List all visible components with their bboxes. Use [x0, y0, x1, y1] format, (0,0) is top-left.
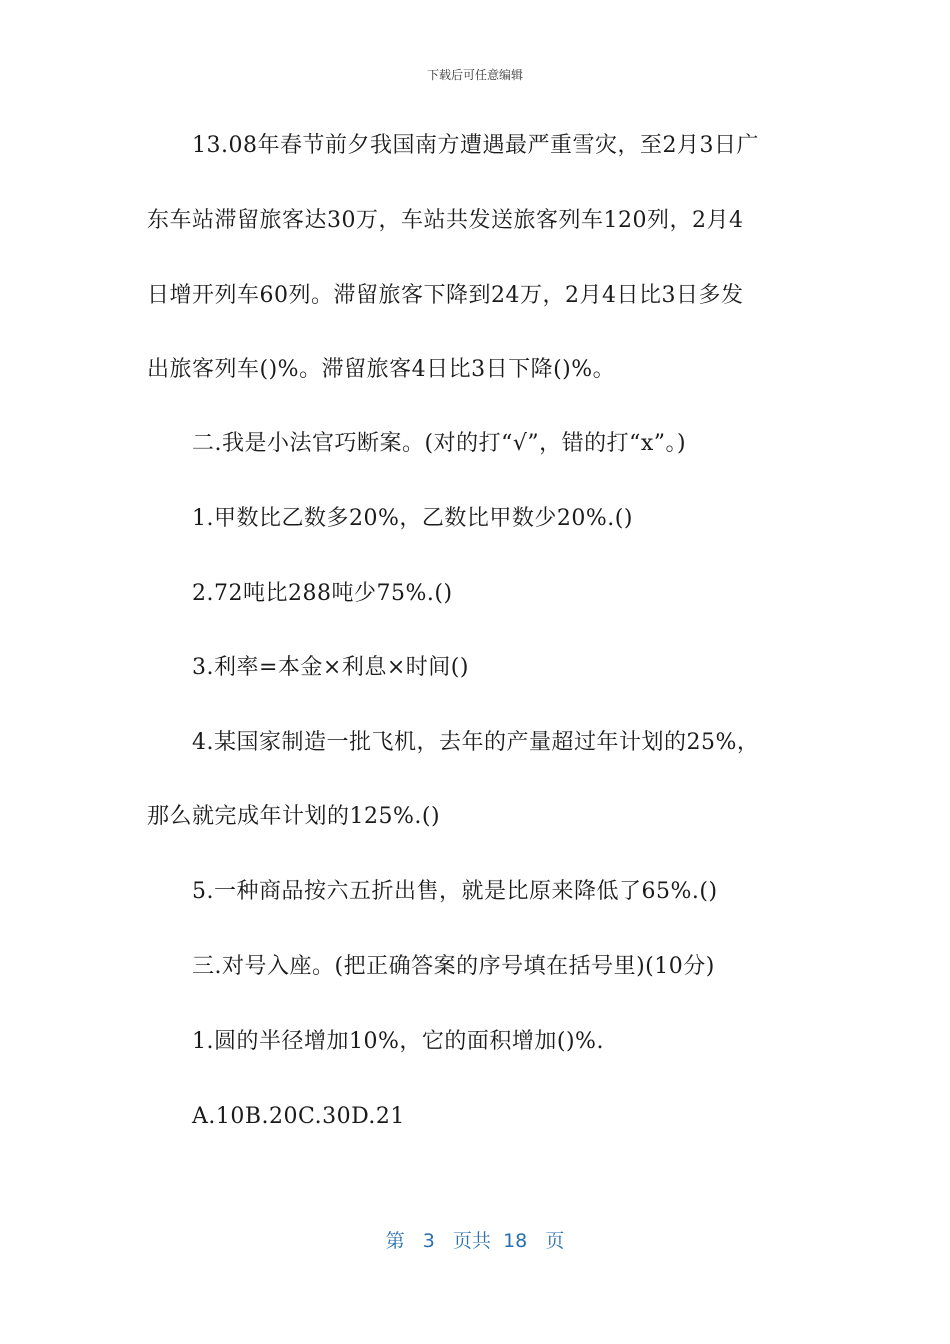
question-item-1: 1.甲数比乙数多20%，乙数比甲数少20%.() — [192, 506, 633, 531]
question-item-3: 3.利率=本金×利息×时间() — [192, 655, 469, 680]
section-three-heading: 三.对号入座。(把正确答案的序号填在括号里)(10分) — [192, 954, 715, 979]
choice-options-1: A.10B.20C.30D.21 — [192, 1104, 405, 1129]
text-line-1: 13.08年春节前夕我国南方遭遇最严重雪灾，至2月3日广 — [192, 133, 759, 158]
footer-page-number: 3 — [422, 1230, 435, 1252]
text-line-4: 出旅客列车()%。滞留旅客4日比3日下降()%。 — [147, 357, 616, 382]
footer-suffix: 页 — [545, 1230, 565, 1252]
footer-prefix: 第 — [385, 1230, 405, 1252]
footer-total-pages: 18 — [503, 1230, 528, 1252]
footer-middle: 页共 — [452, 1230, 491, 1252]
page-header: 下载后可任意编辑 — [426, 68, 523, 82]
question-item-2: 2.72吨比288吨少75%.() — [192, 581, 453, 606]
question-item-4: 4.某国家制造一批飞机，去年的产量超过年计划的25%， — [192, 730, 760, 755]
question-item-4-cont: 那么就完成年计划的125%.() — [147, 804, 441, 829]
page-footer — [0, 1226, 950, 1253]
text-line-3: 日增开列车60列。滞留旅客下降到24万，2月4日比3日多发 — [147, 283, 744, 308]
text-line-2: 东车站滞留旅客达30万，车站共发送旅客列车120列，2月4 — [147, 208, 744, 233]
section-two-heading: 二.我是小法官巧断案。(对的打“√”，错的打“x”。) — [192, 431, 687, 456]
question-item-5: 5.一种商品按六五折出售，就是比原来降低了65%.() — [192, 879, 718, 904]
choice-question-1: 1.圆的半径增加10%，它的面积增加()%. — [192, 1029, 604, 1054]
